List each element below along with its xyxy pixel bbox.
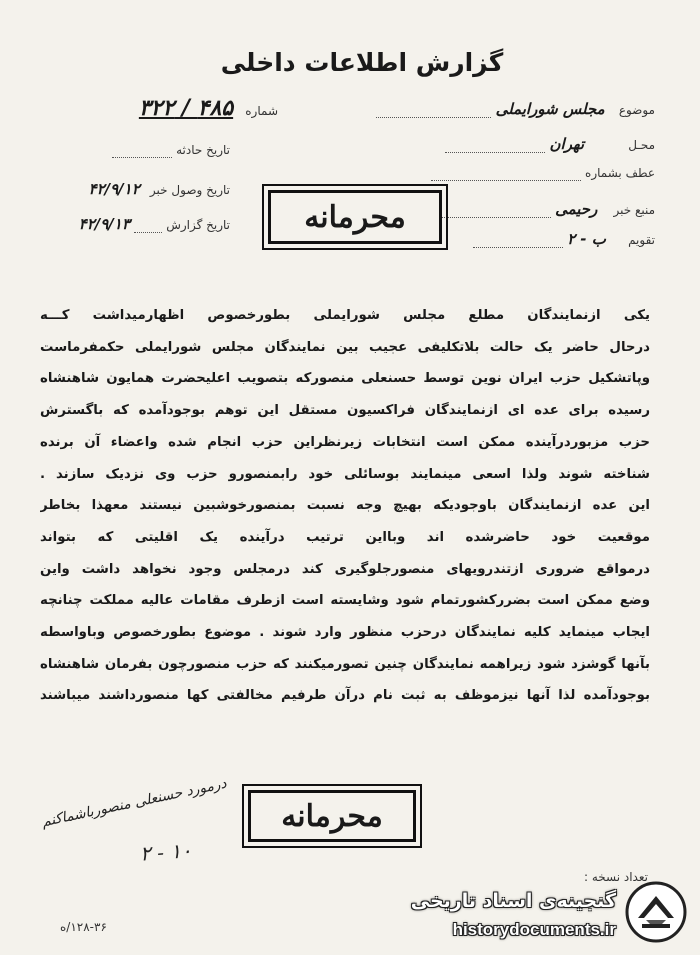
confidential-stamp-top: محرمانه (268, 190, 442, 244)
event-date-field: تاریخ حادثه (112, 143, 230, 158)
copies-count: تعداد نسخه : (583, 870, 648, 884)
body-line: رسیده برای عده ای ازنمایندگان فراکسیون مستقل این توهم بوجودآمده که باگسترش (40, 403, 650, 419)
body-line: ایجاب مینماید کلیه نمایندگان درحزب منظور وارد شوند . موضوع بطورخصوص وباواسطه (40, 625, 650, 641)
body-line: درحال حاضر یک حالت بلاتکلیفی عجیب بین نمایندگان مجلس شورایملی حکمفرماست (40, 339, 650, 355)
reference-field: عطف بشماره (431, 166, 655, 181)
body-line: موقعیت خود حاضرشده اند وبااین ترتیب درآینده یک اقلیتی که بتواند (40, 529, 650, 545)
confidential-stamp-bottom: محرمانه (248, 790, 416, 842)
body-line: شناخته شوند ولذا اسعی مینمایند بوسائلی خود رابمنصورو حزب وی نزدیک سازند . (40, 466, 650, 482)
body-line: بوجودآمده لذا آنها نیزموظف به ثبت نام درآن طرفیم مخالفتی کها منصورداشند میباشند (40, 688, 650, 704)
body-line: وپاتشکیل حزب ایران نوین توسط حسنعلی منصورکه بتصویب اعلیحضرت همایون شاهنشاه (40, 371, 650, 387)
body-line: حزب مزبوردرآینده ممکن است انتخابات زیرنظراین حزب انجام شده واعضاء آن برنده (40, 434, 650, 450)
subject-field: موضوع مجلس شورایملی (376, 100, 655, 118)
watermark-title: گنجینه‌ی اسناد تاریخی (410, 890, 616, 912)
handwritten-note: درمورد حسنعلی منصورباشماکنم (40, 775, 228, 831)
report-body (40, 300, 650, 712)
place-field: محـل تهران (445, 135, 655, 153)
source-field: منبع خبر رحیمی (441, 200, 655, 218)
watermark-url[interactable]: historydocuments.ir (452, 920, 616, 939)
body-line: وضع ممکن است بضررکشورتمام شود وشایسته است ازطرف مقامات عالیه مملکت چنانچه (40, 593, 650, 609)
handwritten-mark: ۲ - ۱۰ (139, 838, 193, 866)
document-number: ۱۲۸-۳۶/ه (60, 920, 107, 934)
number-field: شماره ۴۸۵ / ۳۲۲ (138, 96, 278, 121)
rating-field: تقویم ب - ۲ (473, 230, 655, 248)
body-line: بآنها گوشزد شود زیراهمه نمایندگان چنین تصورمیکنند که حزب منصورچون بفرمان شاهنشاه (40, 656, 650, 672)
report-title: گزارش اطلاعات داخلی (220, 48, 504, 77)
archive-logo-icon (624, 880, 688, 944)
body-line: درمواقع ضروری ازتندرویهای منصورجلوگیری کند درمجلس وجود نخواهد داشت واین (40, 561, 650, 577)
body-line: یکی ازنمایندگان مطلع مجلس شورایملی بطورخصوص اظهارمیداشت کـــه (40, 308, 650, 323)
body-line: این عده ازنمایندگان باوجودیکه بهیچ وجه نسبت بمنصورخوشبین نیستند معهذا بخاطر (40, 498, 650, 514)
received-date-field: تاریخ وصول خبر ۴۲/۹/۱۲ (88, 180, 230, 198)
report-date-field: تاریخ گزارش ۴۲/۹/۱۳ (78, 215, 230, 233)
